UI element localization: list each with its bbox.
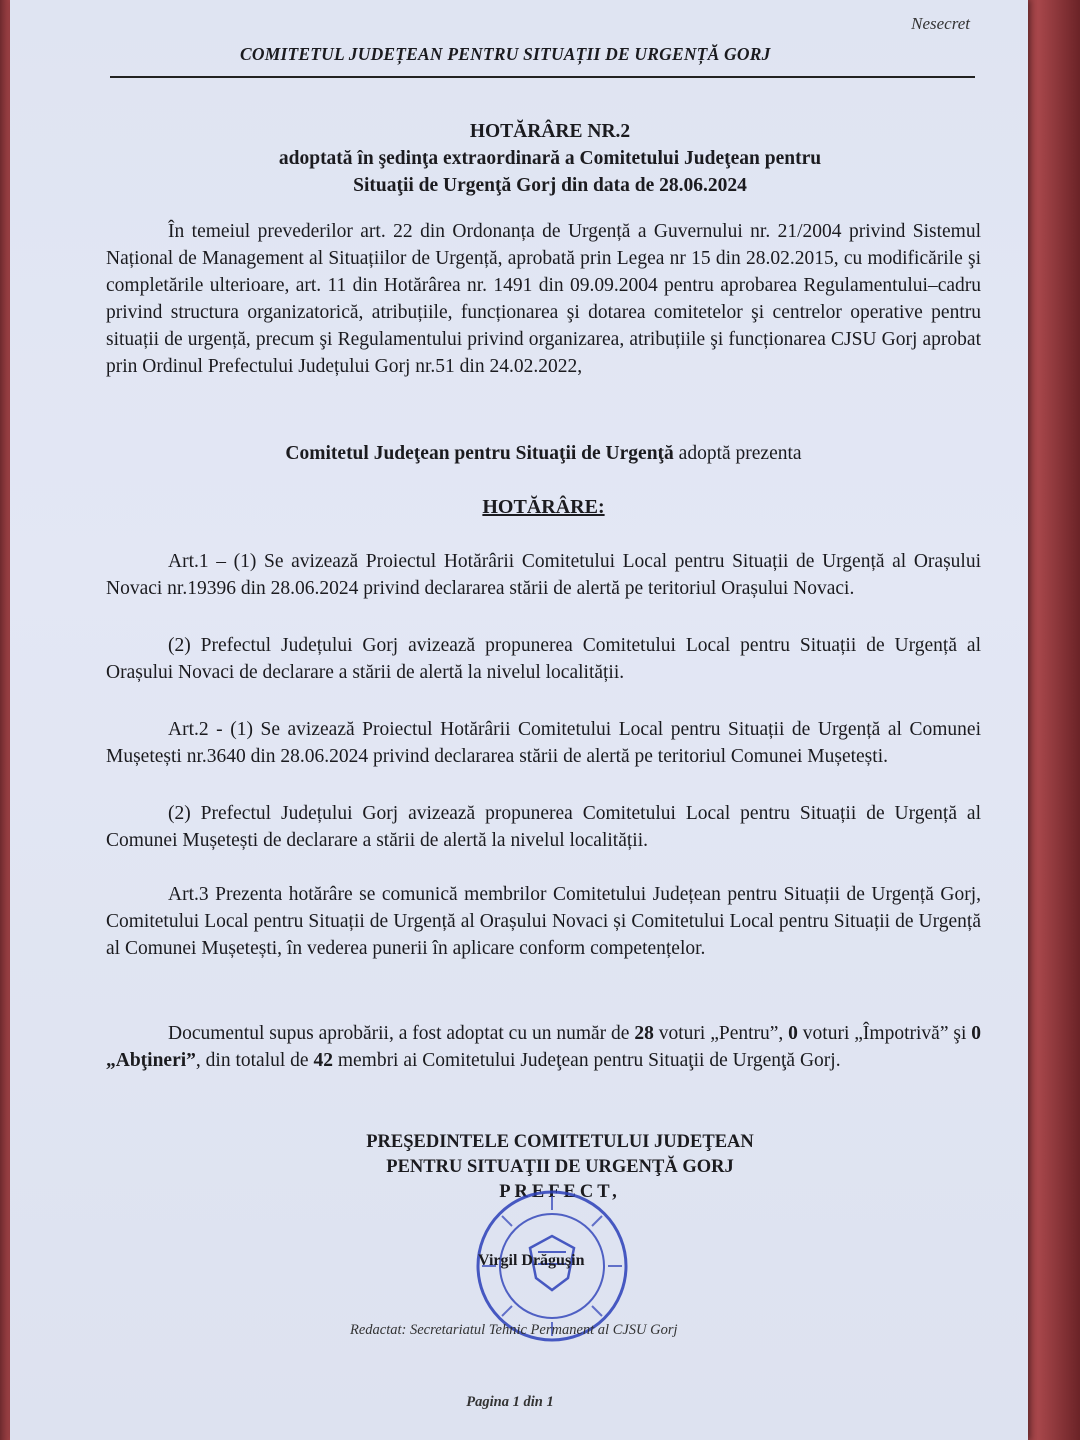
article-1-paragraph-2: (2) Prefectul Județului Gorj avizează propunerea Comitetului Local pentru Situații de Urgență al Orașului Novaci de declarare a stării de alertă la nivelul localității. [106, 635, 981, 683]
signature-title-line2: PENTRU SITUAŢII DE URGENŢĂ GORJ [386, 1157, 734, 1177]
decision-heading: HOTĂRÂRE: [482, 496, 605, 518]
document-page [10, 0, 1028, 1440]
vote-paragraph [106, 1020, 981, 1074]
article-2-paragraph-2: (2) Prefectul Județului Gorj avizează propunerea Comitetului Local pentru Situații de Urgență al Comunei Mușetești de declarare a stării de alertă la nivelul localității. [106, 803, 981, 851]
vote-text-3: voturi „Împotrivă” şi [797, 1023, 972, 1044]
article-1-paragraph-1: Art.1 – (1) Se avizează Proiectul Hotărârii Comitetului Local pentru Situații de Urgență al Orașului Novaci nr.19396 din 28.06.2024 privind declararea stării de alertă pe teritoriul Orașului Novaci. [106, 551, 981, 599]
adopt-rest: adoptă prezenta [673, 443, 802, 464]
header-organization: COMITETUL JUDEȚEAN PENTRU SITUAȚII DE URGENȚĂ GORJ [240, 44, 771, 64]
vote-text-4: , din totalul de [195, 1050, 314, 1071]
classification-label: Nesecret [911, 14, 970, 33]
vote-against-count: 0 [788, 1023, 798, 1044]
vote-text-5: membri ai Comitetului Judeţean pentru Situaţii de Urgenţă Gorj. [332, 1050, 841, 1071]
title-subtitle-line1: adoptată în şedinţa extraordinară a Comitetului Judeţean pentru [278, 148, 822, 169]
title-decision-number: HOTĂRÂRE NR.2 [469, 121, 631, 142]
vote-text-1: Documentul supus aprobării, a fost adoptat cu un număr de [168, 1023, 635, 1044]
signature-prefect: PREFECT, [499, 1182, 621, 1202]
signature-title-line1: PREŞEDINTELE COMITETULUI JUDEŢEAN [366, 1132, 754, 1152]
adopt-line [106, 440, 981, 467]
title-subtitle-line2: Situaţii de Urgenţă Gorj din data de 28.06.2024 [353, 175, 747, 196]
vote-total: 42 [313, 1050, 333, 1071]
intro-paragraph: În temeiul prevederilor art. 22 din Ordonanța de Urgență a Guvernului nr. 21/2004 privind Sistemul Național de Management al Situațiilor de Urgență, aprobată prin Legea nr 15 din 28.02.2015, cu modificările şi completările ulterioare, art. 11 din Hotărârea nr. 1491 din 09.09.2004 pentru aprobarea Regulamentului–cadru privind structura organizatorică, atribuțiile, funcționarea şi dotarea comitetelor şi centrelor operative pentru situații de urgență, precum şi Regulamentului privind organizarea, atribuțiile şi funcționarea CJSU Gorj aprobat prin Ordinul Prefectului Județului Gorj nr.51 din 24.02.2022, [106, 221, 981, 377]
signatory-name: Virgil Drăguşin [478, 1252, 585, 1269]
article-3-paragraph: Art.3 Prezenta hotărâre se comunică membrilor Comitetului Județean pentru Situații de Urgență Gorj, Comitetului Local pentru Situații de Urgență al Orașului Novaci și Comitetului Local pentru Situații de Urgență al Comunei Mușetești, în vederea punerii în aplicare conform competențelor. [106, 884, 981, 959]
vote-for-count: 28 [634, 1023, 654, 1044]
footer-page-number: Pagina 1 din 1 [466, 1394, 554, 1410]
adopt-committee: Comitetul Judeţean pentru Situaţii de Urgenţă [285, 443, 674, 464]
header-divider [110, 76, 975, 78]
document-title [100, 118, 1000, 199]
vote-abstain: 0 „Abţineri” [106, 1023, 981, 1071]
vote-text-2: voturi „Pentru”, [653, 1023, 789, 1044]
footer-drafted-by: Redactat: Secretariatul Tehnic Permanent al CJSU Gorj [350, 1322, 678, 1338]
article-2-paragraph-1: Art.2 - (1) Se avizează Proiectul Hotărârii Comitetului Local pentru Situații de Urgență al Comunei Mușetești nr.3640 din 28.06.2024 privind declararea stării de alertă pe teritoriul Comunei Mușetești. [106, 719, 981, 767]
